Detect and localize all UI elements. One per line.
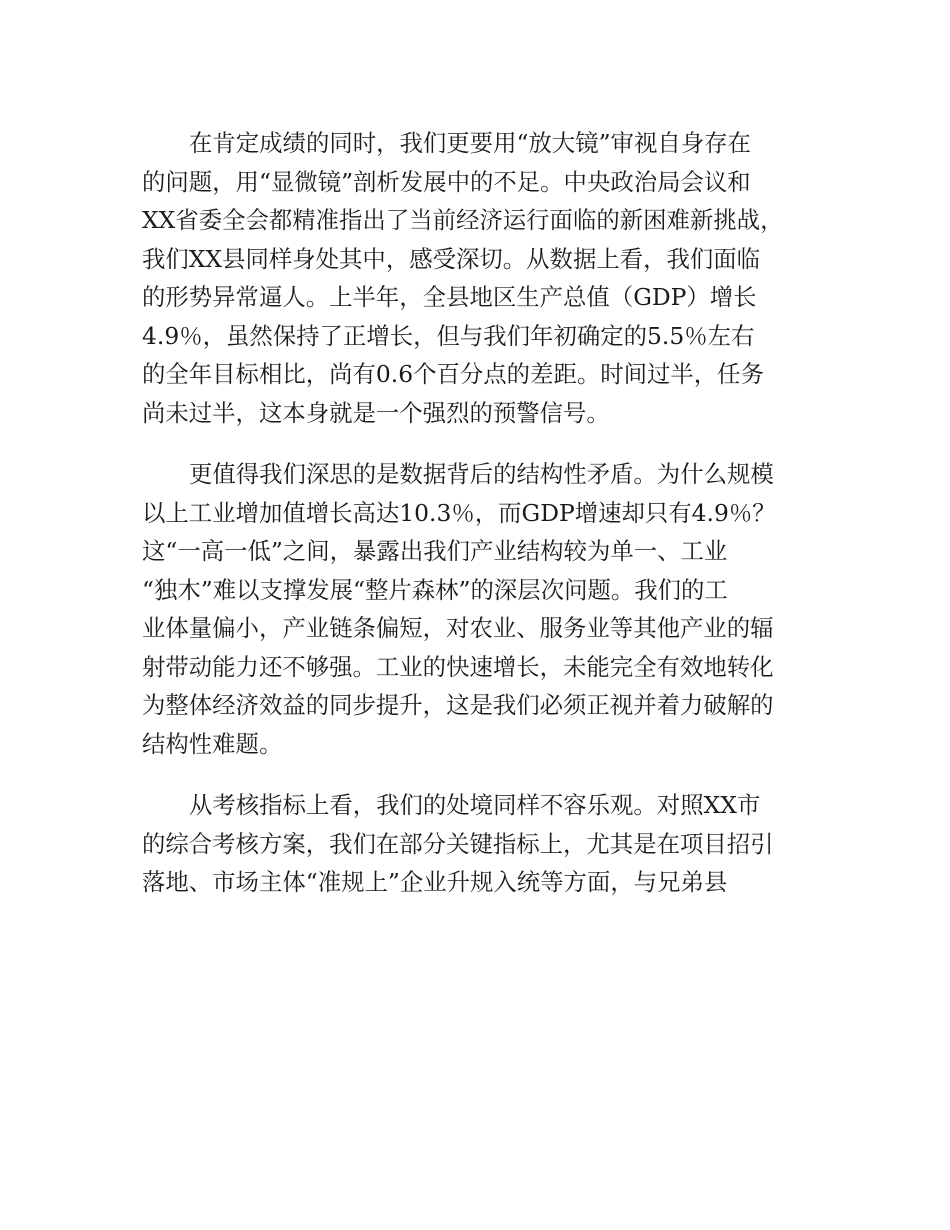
paragraph-2 (142, 455, 810, 763)
paragraph-line: 这“一高一低”之间，暴露出我们产业结构较为单一、工业 (142, 537, 728, 565)
paragraph-spacer (142, 763, 810, 786)
paragraph-line: 业体量偏小，产业链条偏短，对农业、服务业等其他产业的辐 (142, 614, 774, 642)
paragraph-1 (142, 124, 810, 432)
paragraph-line: 我们XX县同样身处其中，感受深切。从数据上看，我们面临 (142, 244, 761, 273)
paragraph-line: 尚未过半，这本身就是一个强烈的预警信号。 (142, 398, 610, 427)
paragraph-line: 更值得我们深思的是数据背后的结构性矛盾。为什么规模 (189, 460, 774, 488)
paragraph-line: 的全年目标相比，尚有0.6个百分点的差距。时间过半，任务 (142, 360, 764, 388)
paragraph-3 (142, 786, 810, 902)
paragraph-line: 结构性难题。 (142, 729, 283, 758)
paragraph-line: 在肯定成绩的同时，我们更要用“放大镜”审视自身存在 (189, 129, 751, 157)
paragraph-line: 的综合考核方案，我们在部分关键指标上，尤其是在项目招引 (142, 829, 774, 858)
paragraph-line: 以上工业增加值增长高达10.3％，而GDP增速却只有4.9％？ (142, 498, 776, 527)
paragraph-line: 4.9％，虽然保持了正增长，但与我们年初确定的5.5％左右 (142, 321, 755, 350)
paragraph-line: 的形势异常逼人。上半年，全县地区生产总值（GDP）增长 (142, 283, 757, 311)
document-body (142, 124, 810, 902)
paragraph-line: 落地、市场主体“准规上”企业升规入统等方面，与兄弟县 (142, 868, 728, 896)
paragraph-line: 射带动能力还不够强。工业的快速增长，未能完全有效地转化 (142, 652, 774, 681)
paragraph-line: 为整体经济效益的同步提升，这是我们必须正视并着力破解的 (142, 691, 774, 719)
paragraph-line: 的问题，用“显微镜”剖析发展中的不足。中央政治局会议和 (142, 167, 751, 196)
paragraph-spacer (142, 432, 810, 455)
paragraph-line: XX省委全会都精准指出了当前经济运行面临的新困难新挑战， (142, 206, 784, 234)
paragraph-line: “独木”难以支撑发展“整片森林”的深层次问题。我们的工 (142, 575, 728, 604)
paragraph-line: 从考核指标上看，我们的处境同样不容乐观。对照XX市 (189, 791, 761, 819)
